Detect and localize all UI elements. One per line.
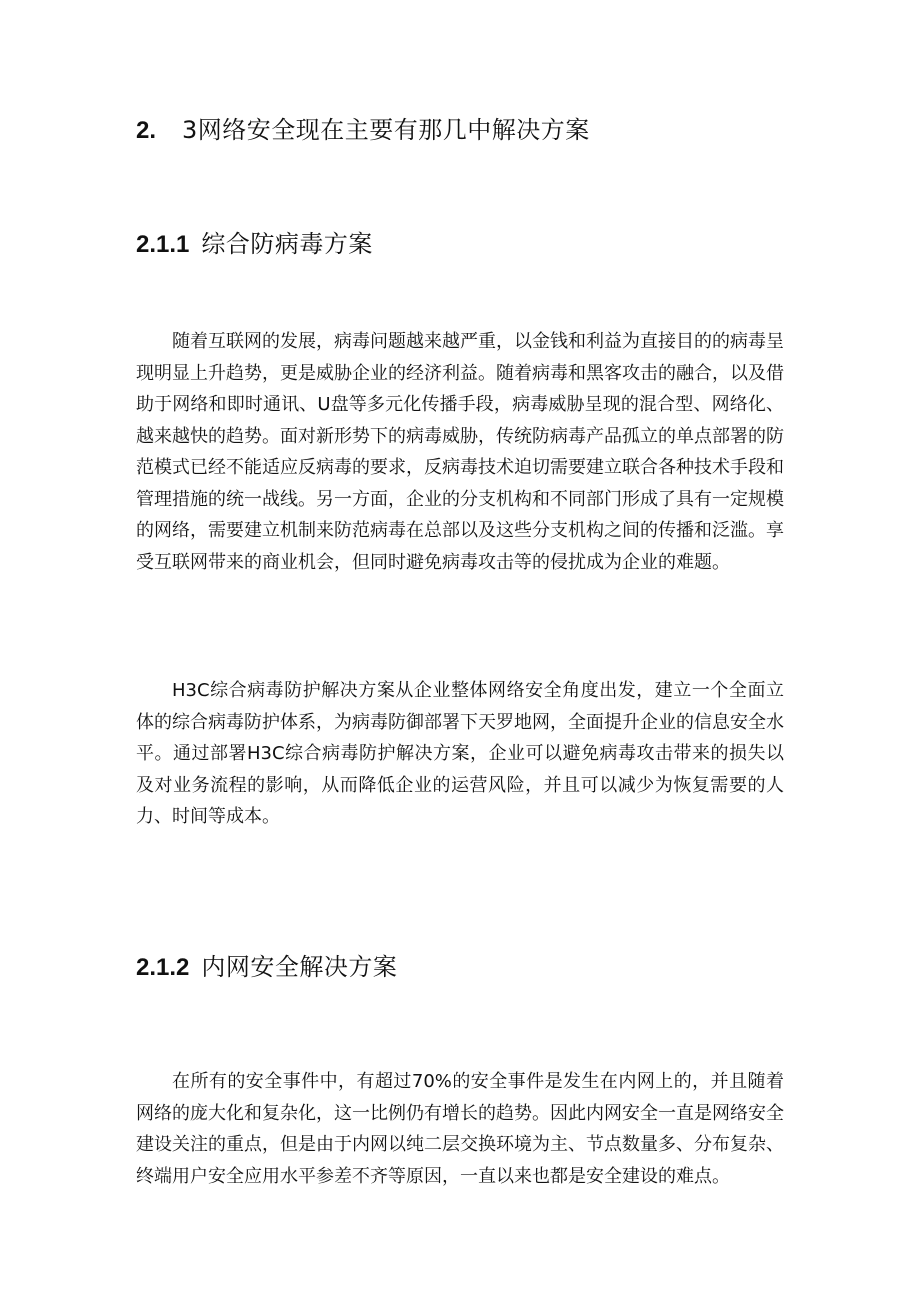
paragraph: 随着互联网的发展，病毒问题越来越严重，以金钱和利益为直接目的的病毒呈现明显上升趋势，更是威胁企业的经济利益。随着病毒和黑客攻击的融合，以及借助于网络和即时通讯、U盘等多元化传播手段，病毒威胁呈现的混合型、网络化、越来越快的趋势。面对新形势下的病毒威胁，传统防病毒产品孤立的单点部署的防范模式已经不能适应反病毒的要求，反病毒技术迫切需要建立联合各种技术手段和管理措施的统一战线。另一方面，企业的分支机构和不同部门形成了具有一定规模的网络，需要建立机制来防范病毒在总部以及这些分支机构之间的传播和泛滥。享受互联网带来的商业机会，但同时避免病毒攻击等的侵扰成为企业的难题。 — [136, 331, 784, 573]
paragraph: 在所有的安全事件中，有超过70%的安全事件是发生在内网上的，并且随着网络的庞大化和复杂化，这一比例仍有增长的趋势。因此内网安全一直是网络安全建设关注的重点，但是由于内网以纯二层交换环境为主、节点数量多、分布复杂、终端用户安全应用水平参差不齐等原因，一直以来也都是安全建设的难点。 — [136, 1071, 784, 1187]
section-number: 2. — [136, 117, 157, 144]
paragraph: H3C综合病毒防护解决方案从企业整体网络安全角度出发，建立一个全面立体的综合病毒防护体系，为病毒防御部署下天罗地网，全面提升企业的信息安全水平。通过部署H3C综合病毒防护解决方案，企业可以避免病毒攻击带来的损失以及对业务流程的影响，从而降低企业的运营风险，并且可以减少为恢复需要的人力、时间等成本。 — [136, 680, 784, 827]
section-heading — [136, 115, 590, 146]
subsection-heading — [136, 952, 397, 983]
section-title: 3网络安全现在主要有那几中解决方案 — [182, 116, 590, 144]
subsection-title: 综合防病毒方案 — [201, 230, 373, 258]
subsection-number: 2.1.1 — [136, 231, 190, 258]
subsection-number: 2.1.2 — [136, 954, 190, 981]
subsection-title: 内网安全解决方案 — [201, 953, 398, 981]
subsection-heading — [136, 229, 373, 260]
